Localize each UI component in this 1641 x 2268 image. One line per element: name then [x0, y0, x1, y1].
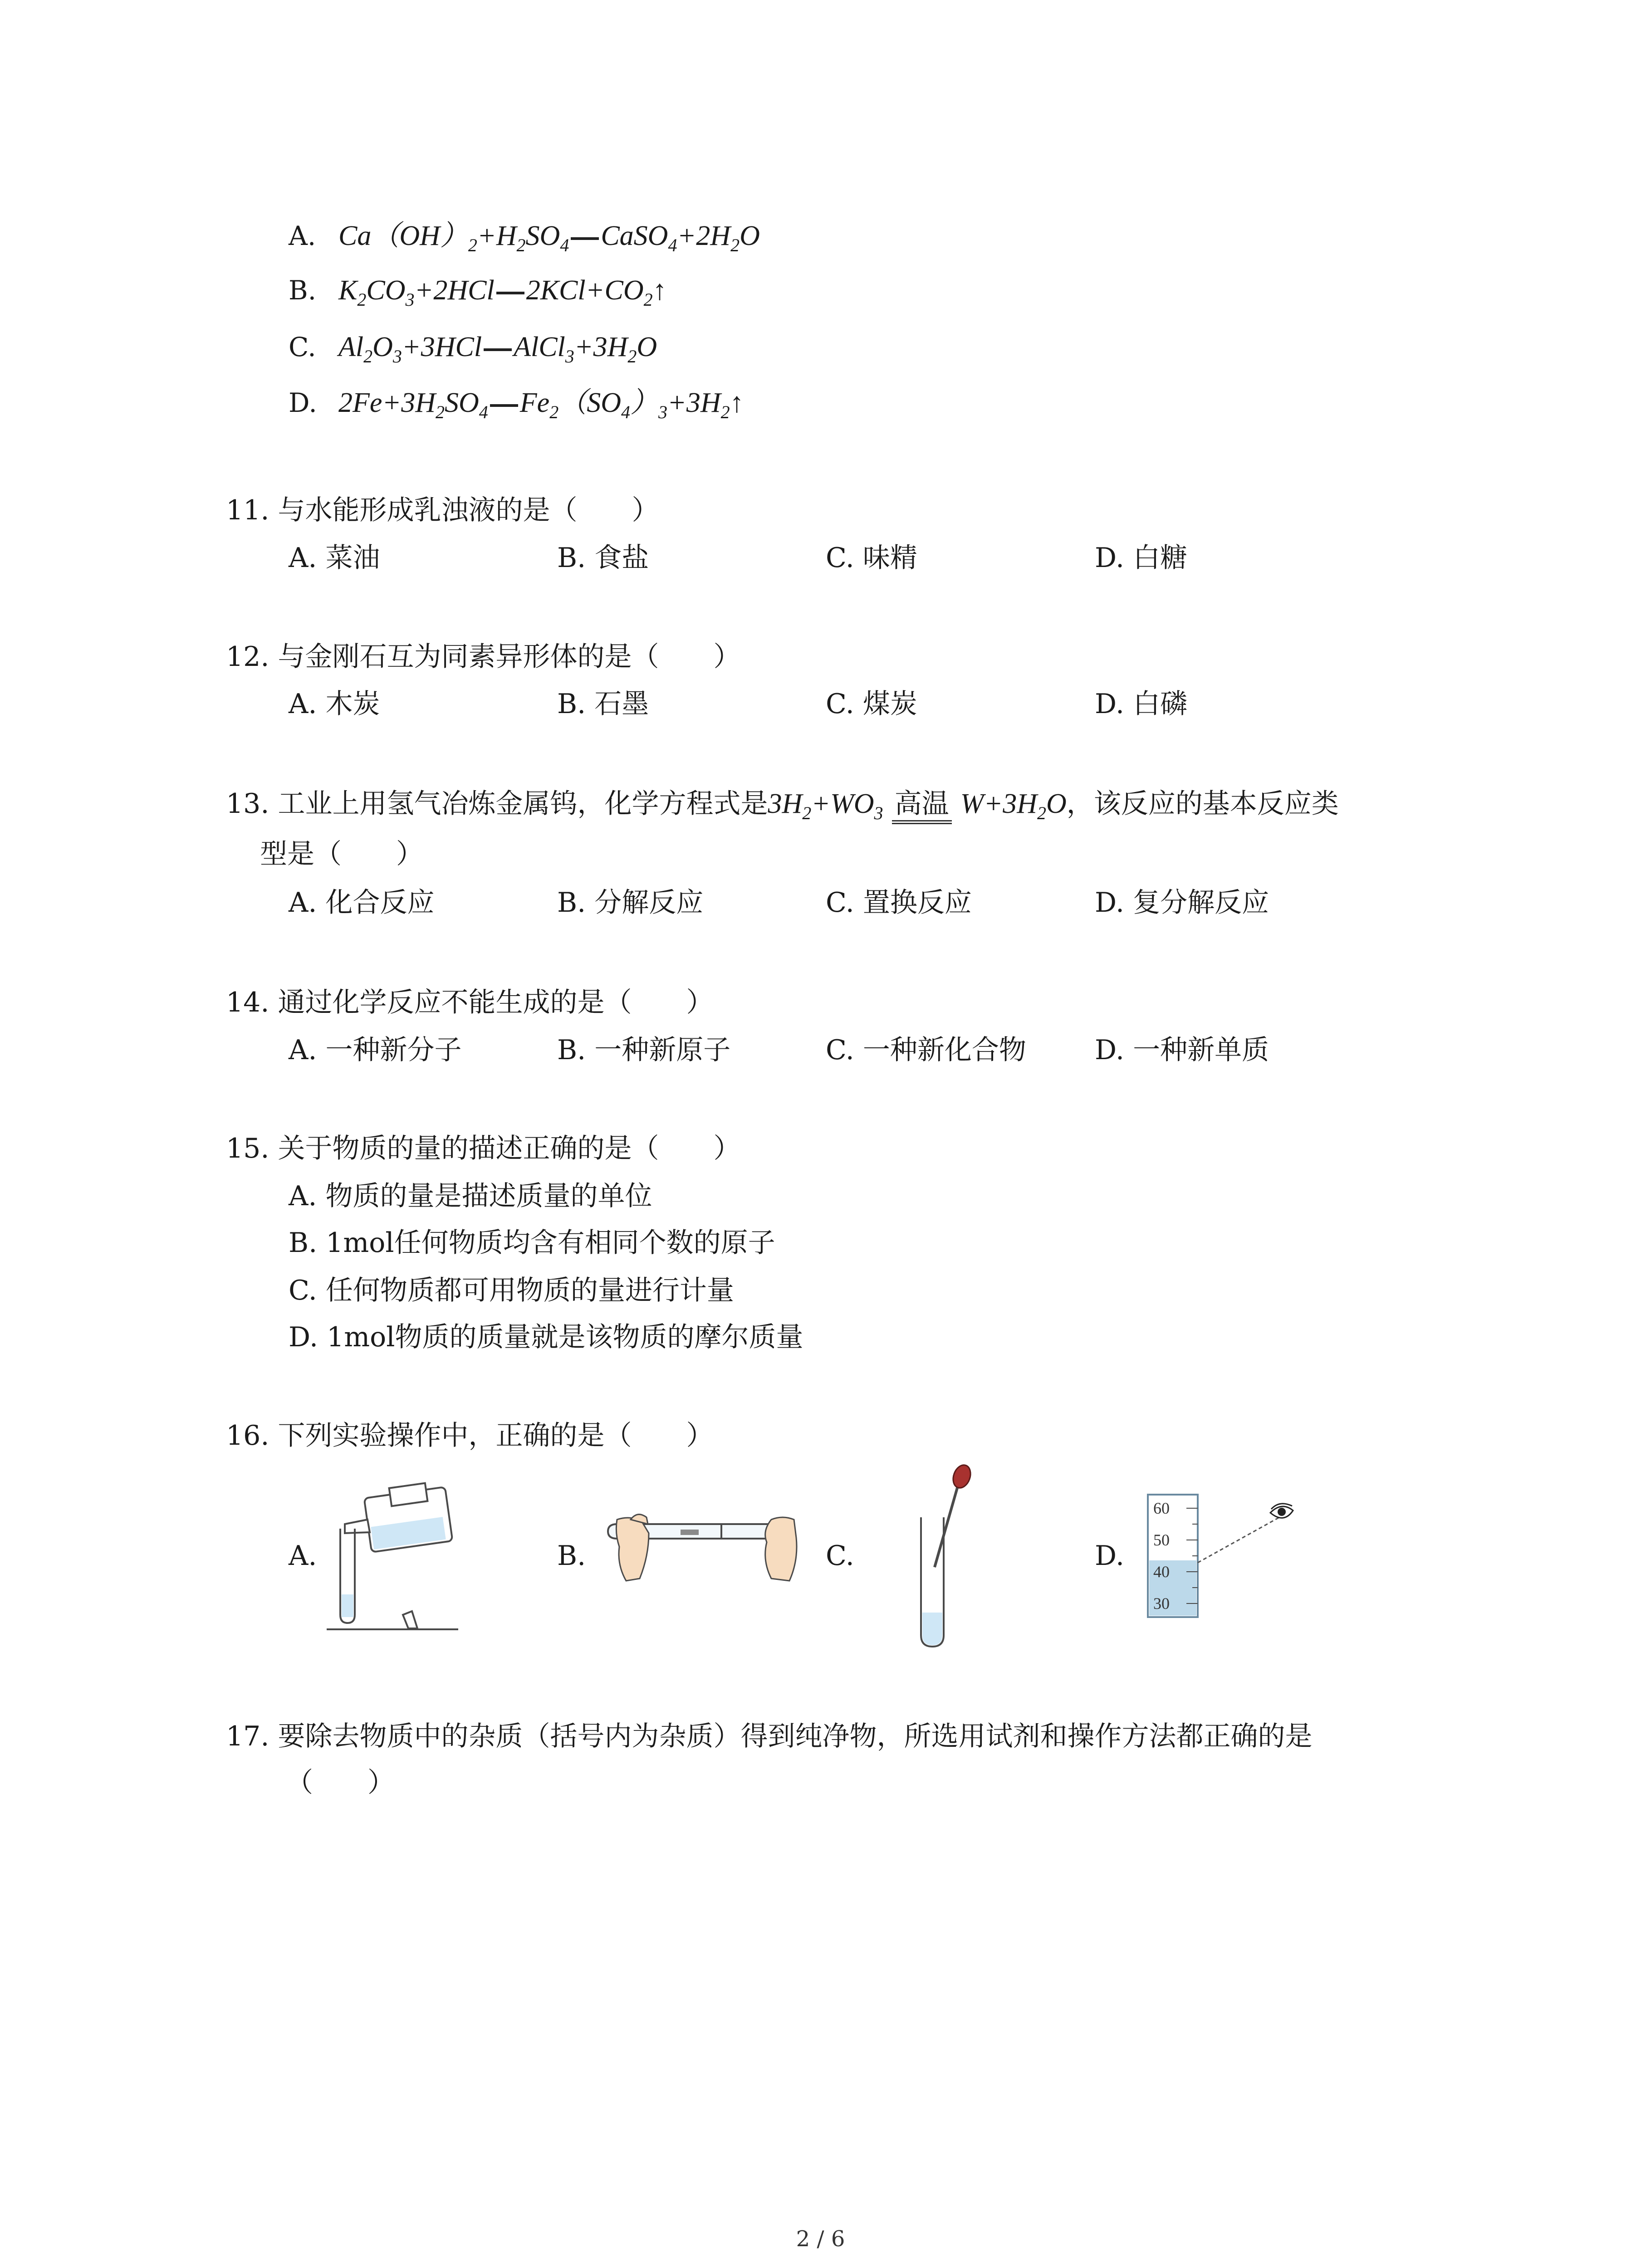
cylinder-tick-40: 40 [1153, 1563, 1170, 1581]
q12-option-a: A. 木炭 [289, 688, 380, 720]
q11-stem: 11. 与水能形成乳浊液的是（ ） [226, 494, 659, 526]
q10-option-d-label: D. [289, 387, 317, 418]
q10-option-b-label: B. [289, 275, 317, 306]
q13-option-b: B. 分解反应 [557, 887, 704, 919]
q13-equation-right: $W+3H_2O$ [960, 788, 1067, 823]
q10-option-c-label: C. [289, 332, 316, 362]
q11-option-a: A. 菜油 [289, 542, 380, 574]
q13-option-a: A. 化合反应 [289, 887, 435, 919]
q16-stem: 16. 下列实验操作中，正确的是（ ） [226, 1420, 714, 1452]
q15-option-d: D. 1mol物质的质量就是该物质的摩尔质量 [289, 1321, 803, 1353]
q13-stem [226, 786, 1339, 831]
q13-stem-line2: 型是（ ） [260, 838, 423, 870]
q10-option-b-equation: $K_2CO_3+2HCl$ $2KCl+CO_2↑$ [338, 275, 667, 310]
q15-stem: 15. 关于物质的量的描述正确的是（ ） [226, 1133, 741, 1164]
q10-option-a-label: A. [289, 220, 316, 251]
q10-option-b [289, 272, 667, 318]
cylinder-tick-60: 60 [1153, 1499, 1170, 1517]
q15-option-c: C. 任何物质都可用物质的量进行计量 [289, 1275, 734, 1306]
q14-option-d: D. 一种新单质 [1095, 1034, 1269, 1066]
q12-option-d: D. 白磷 [1095, 688, 1188, 720]
q10-option-a [289, 218, 760, 264]
q16-figure-c-dropper-into-tube [912, 1463, 985, 1653]
cylinder-tick-30: 30 [1153, 1594, 1170, 1613]
q13-equation-left: $3H_2+WO_3$ [768, 788, 883, 823]
q14-option-b: B. 一种新原子 [557, 1034, 731, 1066]
q10-option-a-equation: $Ca(OH)_2+H_2SO_4$ $CaSO_4+2H_2O$ [338, 220, 760, 255]
cylinder-tick-50: 50 [1153, 1531, 1170, 1549]
page-number: 2 / 6 [796, 2226, 845, 2252]
q11-option-b: B. 食盐 [557, 542, 649, 574]
q13-stem-pre: 13. 工业上用氢气冶炼金属钨，化学方程式是 [226, 788, 768, 820]
q12-option-c: C. 煤炭 [826, 688, 917, 720]
q14-option-a: A. 一种新分子 [289, 1034, 462, 1066]
q16-figure-b-label: B. [557, 1540, 586, 1572]
q10-option-d-equation: $2Fe+3H_2SO_4$ $Fe_2(SO_4)_3+3H_2↑$ [338, 387, 744, 422]
q16-figure-c-label: C. [826, 1540, 854, 1572]
q14-stem: 14. 通过化学反应不能生成的是（ ） [226, 987, 714, 1018]
q14-option-c: C. 一种新化合物 [826, 1034, 1026, 1066]
q13-option-d: D. 复分解反应 [1095, 887, 1269, 919]
eye-icon [1270, 1504, 1293, 1518]
q12-option-b: B. 石墨 [557, 688, 649, 720]
q16-figure-a-label: A. [289, 1540, 317, 1572]
q11-option-c: C. 味精 [826, 542, 917, 574]
q13-stem-post: ，该反应的基本反应类 [1066, 788, 1339, 820]
q16-figure-d-label: D. [1095, 1540, 1125, 1572]
q10-option-c [289, 329, 657, 375]
q16-figure-d-reading-cylinder [1143, 1490, 1302, 1622]
q13-option-c: C. 置换反应 [826, 887, 972, 919]
q17-stem-line2: （ ） [286, 1767, 395, 1799]
q16-figure-b-holding-tube-with-hands [603, 1506, 812, 1597]
q11-option-d: D. 白糖 [1095, 542, 1188, 574]
q10-option-d [289, 385, 744, 430]
q17-stem: 17. 要除去物质中的杂质（括号内为杂质）得到纯净物，所选用试剂和操作方法都正确的是 [226, 1721, 1313, 1752]
q10-option-c-equation: $Al_2O_3+3HCl$ $AlCl_3+3H_2O$ [338, 332, 657, 367]
q16-figure-a-pouring-liquid [327, 1479, 463, 1633]
q15-option-b: B. 1mol任何物质均含有相同个数的原子 [289, 1227, 775, 1259]
q13-condition-high-temperature: 高温 [892, 787, 952, 824]
q12-stem: 12. 与金刚石互为同素异形体的是（ ） [226, 641, 741, 673]
q15-option-a: A. 物质的量是描述质量的单位 [289, 1180, 652, 1212]
